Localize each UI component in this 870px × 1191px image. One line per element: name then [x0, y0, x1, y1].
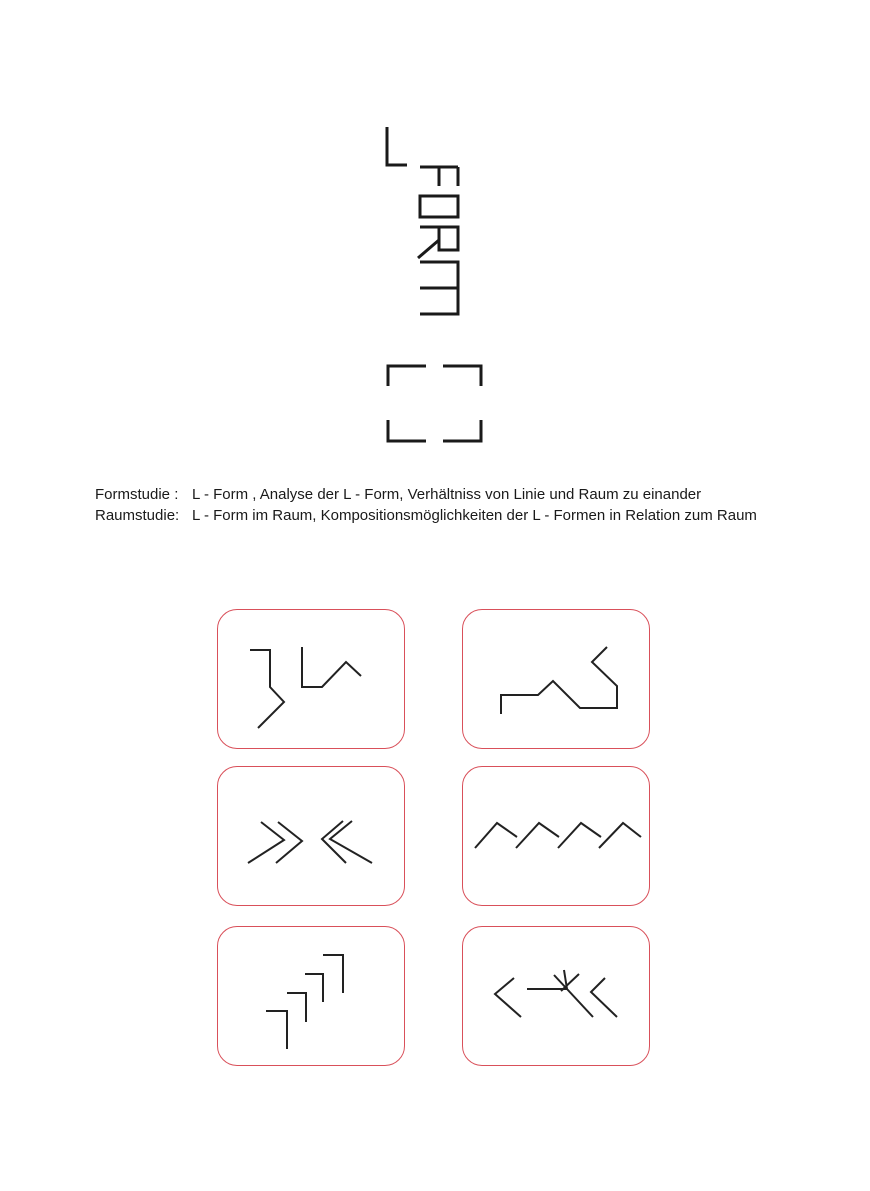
title-artwork	[0, 0, 870, 460]
composition-1-drawing	[218, 610, 406, 750]
composition-2-drawing	[463, 610, 651, 750]
composition-card-4	[462, 766, 650, 906]
raumstudie-label: Raumstudie:	[95, 507, 180, 524]
composition-card-1	[217, 609, 405, 749]
raumstudie-text: L - Form im Raum, Kompositionsmöglichkeiten der L - Formen in Relation zum Raum	[192, 507, 757, 524]
description-row-raumstudie	[95, 505, 757, 526]
composition-5-drawing	[218, 927, 406, 1067]
frame-bracket-bottom-left	[388, 420, 426, 441]
composition-4-drawing	[463, 767, 651, 907]
composition-card-5	[217, 926, 405, 1066]
description-row-formstudie	[95, 484, 757, 505]
frame-bracket-top-right	[443, 366, 481, 386]
formstudie-label: Formstudie :	[95, 486, 179, 503]
composition-card-6	[462, 926, 650, 1066]
title-letter-r	[420, 227, 458, 250]
frame-bracket-top-left	[388, 366, 426, 386]
title-letter-l	[387, 127, 407, 165]
description-block	[95, 484, 757, 526]
composition-card-2	[462, 609, 650, 749]
formstudie-text: L - Form , Analyse der L - Form, Verhältniss von Linie und Raum zu einander	[192, 486, 702, 503]
composition-3-drawing	[218, 767, 406, 907]
composition-card-3	[217, 766, 405, 906]
frame-bracket-bottom-right	[443, 420, 481, 441]
composition-6-drawing	[463, 927, 651, 1067]
title-letter-o	[420, 196, 458, 217]
